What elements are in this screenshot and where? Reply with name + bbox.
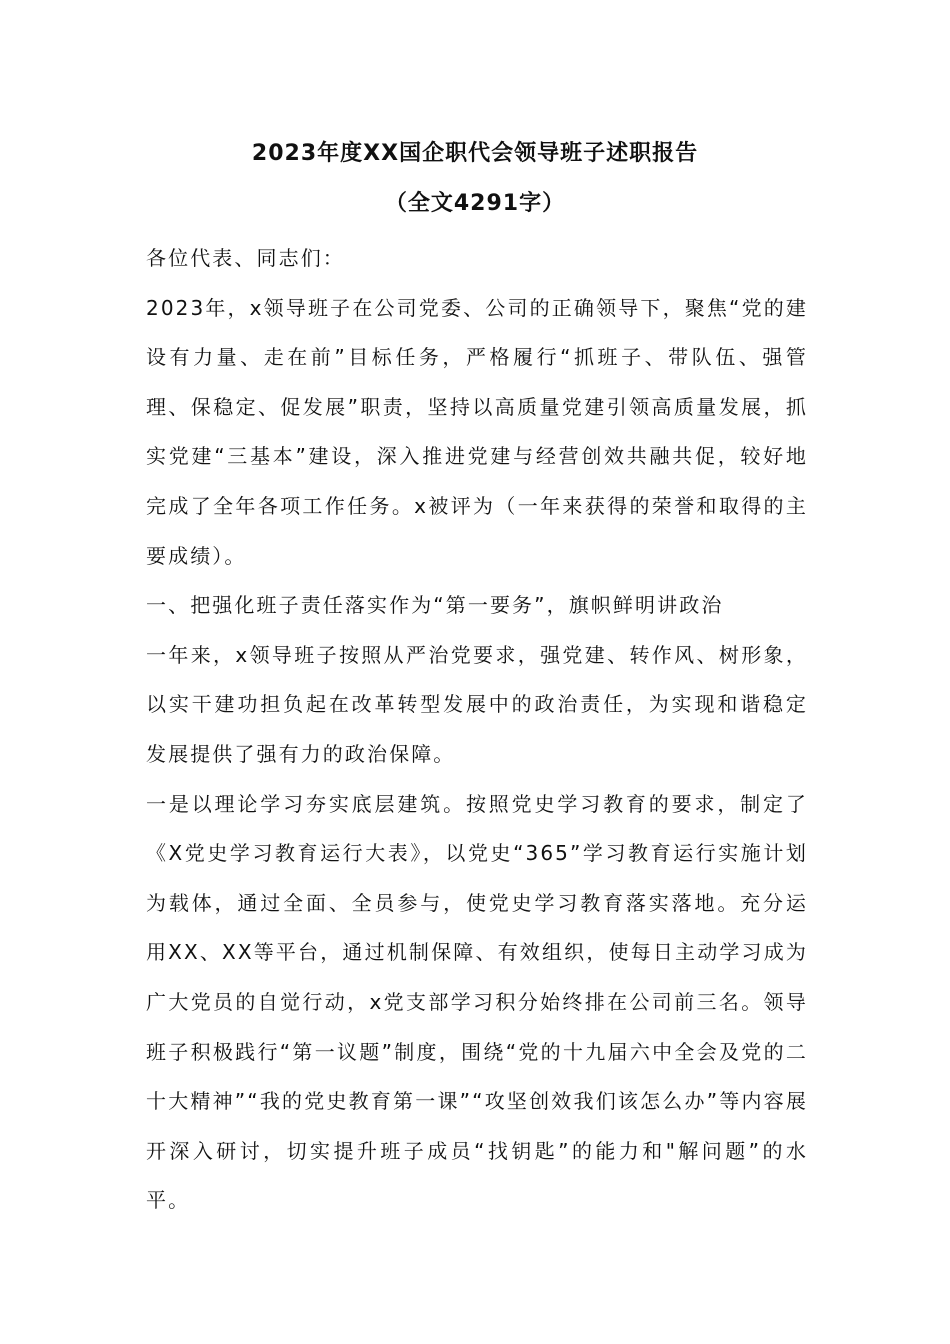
section-heading: 一、把强化班子责任落实作为“第一要务”，旗帜鲜明讲政治 — [146, 593, 724, 618]
salutation: 各位代表、同志们： — [146, 246, 345, 270]
document-body — [146, 234, 808, 1226]
theory-study-paragraph: 一是以理论学习夯实底层建筑。按照党史学习教育的要求，制定了《X党史学习教育运行大表》，以党史“365”学习教育运行实施计划为载体，通过全面、全员参与，使党史学习教育落实落地。充分运用XX、XX等平台，通过机制保障、有效组织，使每日主动学习成为广大党员的自觉行动，x党支部学习积分始终排在公司前三名。领导班子积极践行“第一议题”制度，围绕“党的十九届六中全会及党的二十大精神”“我的党史教育第一课”“攻坚创效我们该怎么办”等内容展开深入研讨，切实提升班子成员“找钥匙”的能力和"解问题”的水平。 — [146, 791, 808, 1213]
intro-paragraph: 2023年，x领导班子在公司党委、公司的正确领导下，聚焦“党的建设有力量、走在前”目标任务，严格履行“抓班子、带队伍、强管理、保稳定、促发展”职责，坚持以高质量党建引领高质量发展，抓实党建“三基本”建设，深入推进党建与经营创效共融共促，较好地完成了全年各项工作任务。x被评为（一年来获得的荣誉和取得的主要成绩）。 — [146, 295, 808, 568]
section-intro-paragraph: 一年来，x领导班子按照从严治党要求，强党建、转作风、树形象，以实干建功担负起在改革转型发展中的政治责任，为实现和谐稳定发展提供了强有力的政治保障。 — [146, 642, 808, 766]
document-title: 2023年度XX国企职代会领导班子述职报告 — [251, 141, 699, 166]
document-subtitle: （全文4291字） — [384, 191, 566, 216]
